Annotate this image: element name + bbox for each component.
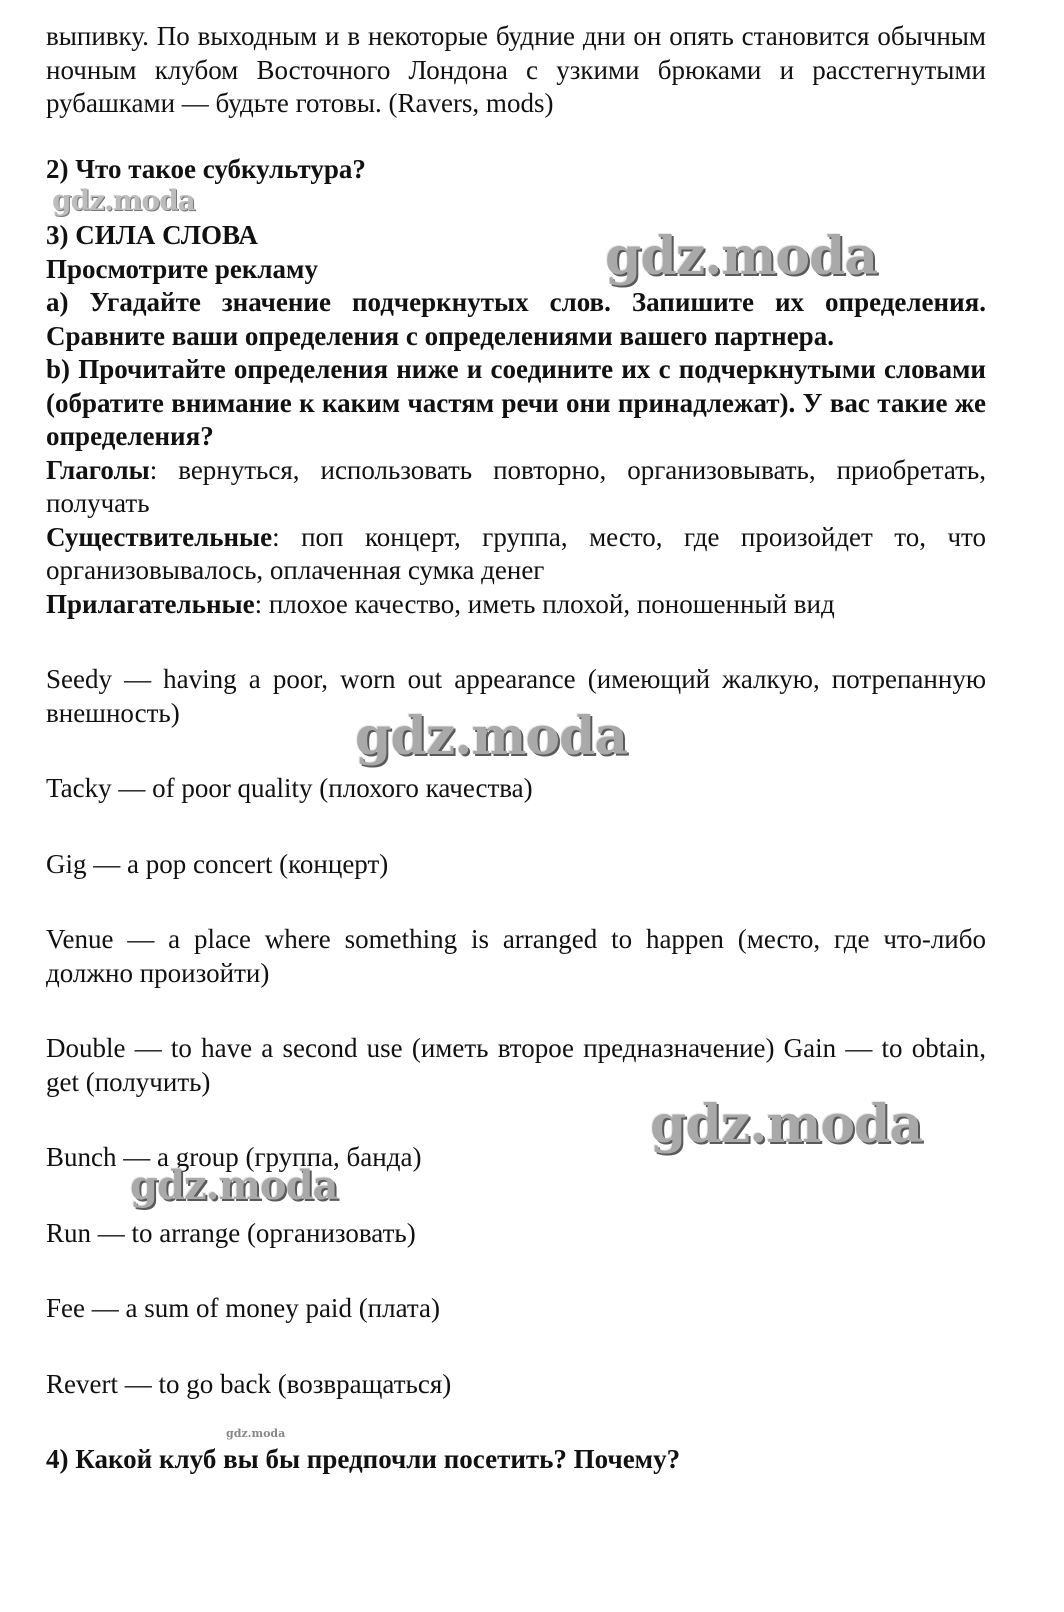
verbs-text: : вернуться, использовать повторно, организовывать, приобретать, получать [46,454,986,518]
watermark: gdz.moda [52,184,195,217]
definition-gig: Gig — a pop concert (концерт) [46,848,389,879]
intro-paragraph: выпивку. По выходным и в некоторые будние дни он опять становится обычным ночным клубом Восточного Лондона с узкими брюками и расстегнутыми рубашками — будьте готовы. (Ravers, mods) [46,21,986,118]
question-3-subtitle: Просмотрите рекламу [46,253,318,284]
watermark: gdz.moda [226,1427,286,1440]
adjectives-text: : плохое качество, иметь плохой, поношенный вид [254,588,835,619]
nouns-label: Существительные [46,521,273,552]
task-a: а) Угадайте значение подчеркнутых слов. Запишите их определения. Сравните ваши определения с определениями вашего партнера. [46,287,986,351]
nouns-line [46,521,986,588]
definition-seedy: Seedy — having a poor, worn out appearance (имеющий жалкую, потрепанную внешность) [46,664,986,728]
watermark: gdz.moda [605,226,878,287]
watermark: gdz.moda [130,1162,338,1209]
definition-double-gain: Double — to have a second use (иметь второе предназначение) Gain — to obtain, get (получить) [46,1033,986,1097]
definition-fee: Fee — a sum of money paid (плата) [46,1293,440,1323]
question-3-title: 3) СИЛА СЛОВА [46,220,258,250]
definition-run: Run — to arrange (организовать) [46,1217,416,1248]
definition-venue: Venue — a place where something is arranged to happen (место, где что-либо должно произойти) [46,924,986,988]
definition-revert: Revert — to go back (возвращаться) [46,1368,452,1399]
definition-tacky: Tacky — of poor quality (плохого качества) [46,773,533,803]
nouns-text: : поп концерт, группа, место, где произойдет то, что организовывалось, оплаченная сумка денег [46,521,986,585]
definition-bunch: Bunch — a group (группа, банда) [46,1142,422,1172]
document-page [46,20,986,1477]
question-2: 2) Что такое субкультура? [46,153,366,184]
watermark: gdz.moda [355,706,628,767]
adjectives-label: Прилагательные [46,588,255,619]
verbs-line [46,454,986,521]
question-4: 4) Какой клуб вы бы предпочли посетить? Почему? [46,1444,681,1474]
verbs-label: Глаголы [46,454,150,485]
adjectives-line [46,588,986,622]
task-b: b) Прочитайте определения ниже и соедините их с подчеркнутыми словами (обратите внимание к каким частям речи они принадлежат). У вас такие же определения? [46,354,986,451]
watermark: gdz.moda [650,1094,923,1155]
